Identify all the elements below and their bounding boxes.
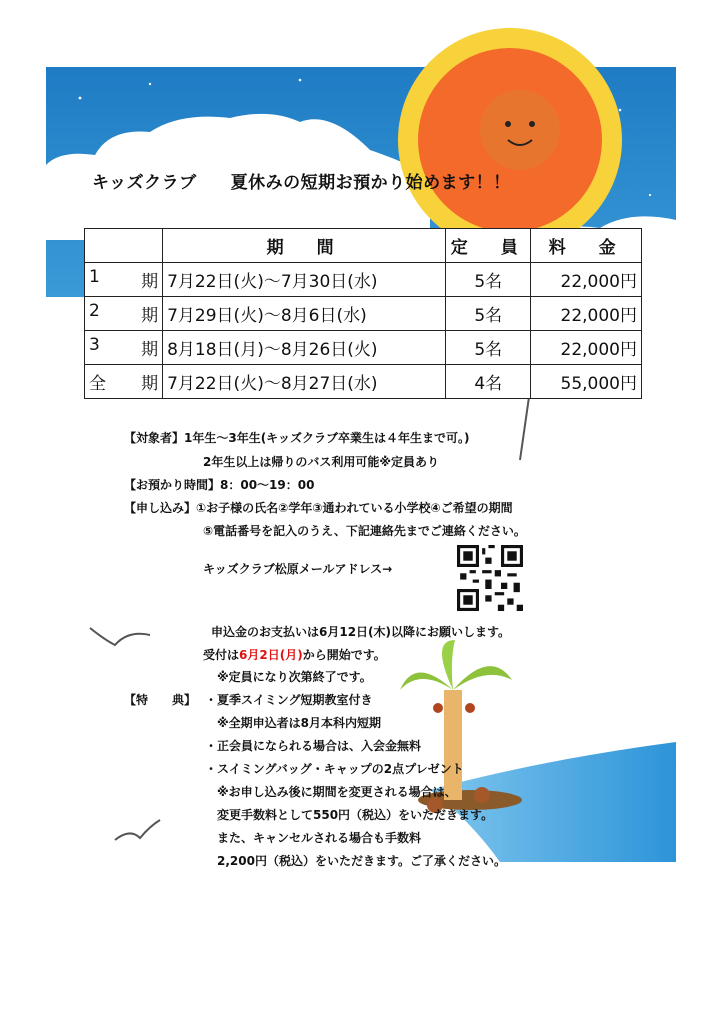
capacity-cell: 4名	[446, 365, 531, 399]
hours-line: 【お預かり時間】8：00～19：00	[124, 478, 315, 492]
term-cell	[85, 263, 163, 297]
cancel-line-1: また、キャンセルされる場合も手数料	[217, 831, 422, 845]
term-suffix: 期	[141, 306, 159, 326]
target-line-1: 【対象者】1年生～3年生(キッズクラブ卒業生は４年生まで可。)	[124, 431, 470, 445]
perk-1-note: ※全期申込者は8月本科内短期	[217, 716, 382, 730]
term-cell	[85, 297, 163, 331]
fee-cell: 22,000円	[531, 331, 642, 365]
change-line-2: 変更手数料として550円（税込）をいただきます。	[217, 808, 494, 822]
header-blank	[85, 229, 163, 263]
dates-cell: 7月29日(火)～8月6日(水)	[163, 297, 446, 331]
apply-line-2: ⑤電話番号を記入のうえ、下記連絡先までご連絡ください。	[203, 524, 526, 538]
table-header-row	[85, 229, 642, 263]
apply-line-1: 【申し込み】①お子様の氏名②学年③通われている小学校④ご希望の期間	[124, 501, 513, 515]
accept-line	[203, 647, 386, 663]
email-label: キッズクラブ松原メールアドレス→	[203, 562, 393, 576]
term-number: 3	[89, 335, 100, 355]
accept-date: 6月2日(月)	[239, 648, 303, 662]
headline: 夏休みの短期お預かり始めます！！	[230, 173, 511, 193]
perk-1: ・夏季スイミング短期教室付き	[205, 693, 373, 707]
fee-cell: 55,000円	[531, 365, 642, 399]
header-capacity: 定 員	[446, 229, 531, 263]
term-number: 全	[89, 374, 106, 394]
term-suffix: 期	[141, 374, 159, 394]
table-row	[85, 331, 642, 365]
change-line-1: ※お申し込み後に期間を変更される場合は、	[217, 785, 457, 799]
sun	[398, 28, 622, 252]
payment-line: 申込金のお支払いは6月12日(木)以降にお願いします。	[211, 625, 511, 639]
cancel-line-2: 2,200円（税込）をいただきます。ご了承ください。	[217, 854, 506, 868]
dates-cell: 8月18日(月)～8月26日(火)	[163, 331, 446, 365]
capacity-note: ※定員になり次第終了です。	[217, 670, 372, 684]
term-cell	[85, 365, 163, 399]
perks-label: 【特 典】	[124, 693, 197, 707]
table-row	[85, 297, 642, 331]
dates-cell: 7月22日(火)～8月27日(水)	[163, 365, 446, 399]
term-number: 2	[89, 301, 100, 321]
term-cell	[85, 331, 163, 365]
header-period: 期 間	[163, 229, 446, 263]
fee-cell: 22,000円	[531, 263, 642, 297]
table-row	[85, 263, 642, 297]
table-row	[85, 365, 642, 399]
capacity-cell: 5名	[446, 263, 531, 297]
club-name: キッズクラブ	[92, 173, 197, 193]
schedule-table	[84, 228, 642, 399]
term-number: 1	[89, 267, 100, 287]
term-suffix: 期	[141, 340, 159, 360]
perk-3: ・スイミングバッグ・キャップの2点プレゼント	[205, 762, 464, 776]
capacity-cell: 5名	[446, 331, 531, 365]
perk-2: ・正会員になられる場合は、入会金無料	[205, 739, 422, 753]
dates-cell: 7月22日(火)～7月30日(水)	[163, 263, 446, 297]
flyer-title	[92, 168, 511, 193]
capacity-cell: 5名	[446, 297, 531, 331]
qr-code[interactable]	[457, 545, 523, 611]
accept-suffix: から開始です。	[302, 648, 386, 662]
target-line-2: 2年生以上は帰りのバス利用可能※定員あり	[203, 455, 440, 469]
header-fee: 料 金	[531, 229, 642, 263]
fee-cell: 22,000円	[531, 297, 642, 331]
term-suffix: 期	[141, 272, 159, 292]
accept-prefix: 受付は	[203, 648, 240, 662]
